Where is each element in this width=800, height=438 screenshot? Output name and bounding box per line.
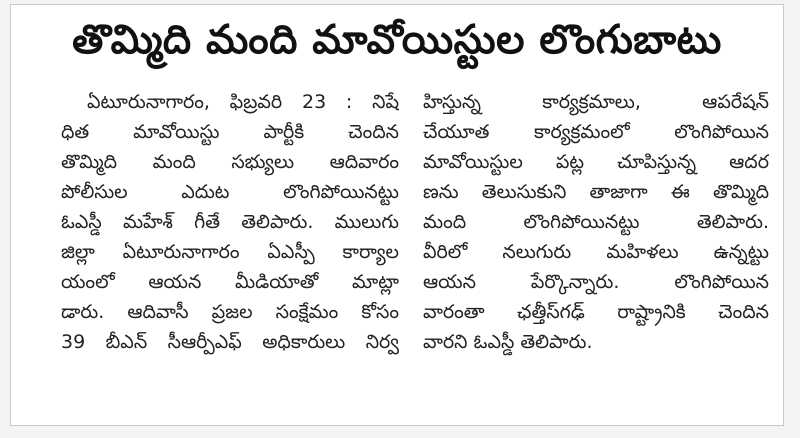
article-left-column	[61, 87, 399, 357]
article-line: ఆయన పేర్కొన్నారు. లొంగిపోయిన	[423, 271, 769, 293]
article-line: ఓఎస్డీ మహేశ్ గీతే తెలిపారు. ములుగు	[61, 211, 399, 233]
article-headline: తొమ్మిది మంది మావోయిస్టుల లొంగుబాటు	[72, 17, 722, 63]
article-line: ధిత మావోయిస్టు పార్టీకి చెందిన	[61, 121, 399, 143]
article-line: హిస్తున్న కార్యక్రమాలు, ఆపరేషన్	[423, 91, 769, 113]
article-line: మంది లొంగిపోయినట్టు తెలిపారు.	[423, 211, 769, 233]
article-line: తొమ్మిది మంది సభ్యులు ఆదివారం	[61, 151, 399, 173]
article-line: యంలో ఆయన మీడియాతో మాట్లా	[61, 271, 399, 293]
article-line: డారు. ఆదివాసీ ప్రజల సంక్షేమం కోసం	[61, 301, 399, 323]
news-clipping	[10, 4, 784, 426]
article-line: వీరిలో నలుగురు మహిళలు ఉన్నట్టు	[423, 241, 769, 263]
article-line: జిల్లా ఏటూరునాగారం ఏఎస్పీ కార్యాల	[61, 241, 399, 263]
article-line: పోలీసుల ఎదుట లొంగిపోయినట్టు	[61, 181, 399, 203]
article-line: ఏటూరునాగారం, ఫిబ్రవరి 23 : నిషే	[87, 91, 399, 113]
article-line: వారని ఓఎస్డీ తెలిపారు.	[423, 331, 593, 353]
article-line: మావోయిస్టుల పట్ల చూపిస్తున్న ఆదర	[423, 151, 769, 173]
article-line: వారంతా ఛత్తీస్‌గఢ్ రాష్ట్రానికి చెందిన	[423, 301, 769, 323]
article-line: ణను తెలుసుకుని తాజాగా ఈ తొమ్మిది	[423, 181, 769, 203]
article-line: 39 బీఎన్ సీఆర్పీఎఫ్ అధికారులు నిర్వ	[61, 331, 399, 353]
article-line: చేయూత కార్యక్రమంలో లొంగిపోయిన	[423, 121, 769, 143]
article-right-column	[423, 87, 769, 357]
